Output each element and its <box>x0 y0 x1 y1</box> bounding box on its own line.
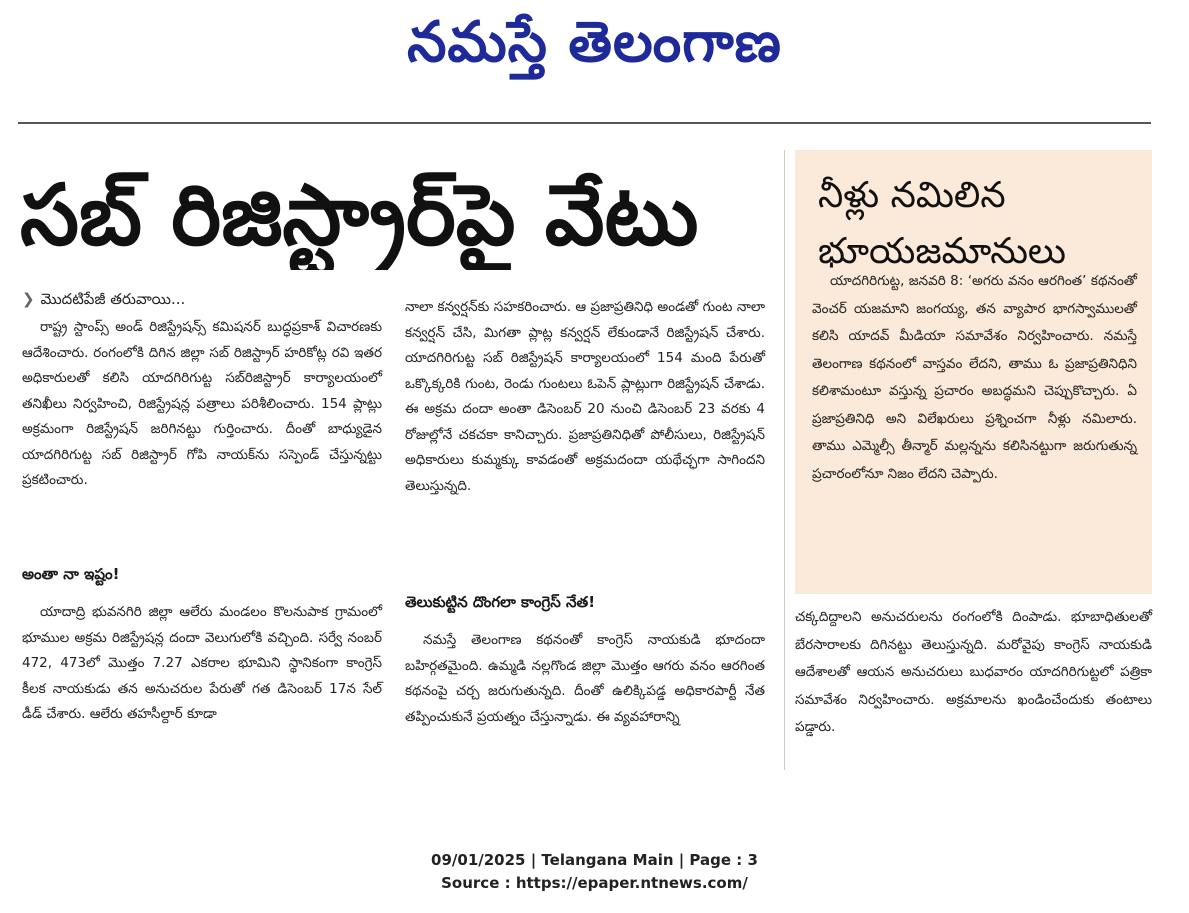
paragraph: యాదాద్రి భువనగిరి జిల్లా ఆలేరు మండలం కొలనుపాక గ్రామంలో భూముల అక్రమ రిజిస్ట్రేషన్ల దందా వెలుగులోకి వచ్చింది. సర్వే నంబర్ 472, 473లో మొత్తం 7.27 ఎకరాల భూమిని స్థానికంగా కాంగ్రెస్ కీలక నాయకుడు తన అనుచరుల పేరుతో గత డిసెంబర్ 17న సేల్ డీడ్ చేశారు. ఆలేరు తహసీల్దార్ కూడా <box>22 604 382 722</box>
paragraph: రాష్ట్ర స్టాంప్స్ అండ్ రిజిస్ట్రేషన్స్ కమిషనర్ బుద్ధప్రకాశ్ విచారణకు ఆదేశించారు. రంగంలోకి దిగిన జిల్లా సబ్ రిజిస్ట్రార్ హరికోట్ల రవి ఇతర అధికారులతో కలిసి యాదగిరిగుట్ట సబ్‌రిజిస్ట్రార్ కార్యాలయంలో తనిఖీలు నిర్వహించి, రిజిస్ట్రేషన్ల పత్రాలు పరిశీలించారు. 154 ప్లాట్లు అక్రమంగా రిజిస్ట్రేషన్ జరిగినట్టు గుర్తించారు. దీంతో బాధ్యుడైన యాదగిరిగుట్ట సబ్ రిజిస్ట్రార్ గోపి నాయక్‌ను సస్పెండ్ చేస్తున్నట్టు ప్రకటించారు. <box>22 319 382 488</box>
column-1-continued <box>22 600 382 736</box>
footer-source-line: Source : https://epaper.ntnews.com/ <box>441 874 748 892</box>
masthead-logo: నమస్తే తెలంగాణ <box>407 10 782 75</box>
continued-kicker <box>22 290 185 312</box>
masthead-rule <box>18 122 1151 124</box>
column-1 <box>22 315 382 502</box>
paragraph: నాలా కన్వర్షన్‌కు సహకరించారు. ఆ ప్రజాప్రతినిధి అండతో గుంట నాలా కన్వర్షన్ చేసి, మిగతా ప్లాట్ల కన్వర్షన్ లేకుండానే రిజిస్ట్రేషన్ చేశారు. యాదగిరిగుట్ట సబ్ రిజిస్ట్రేషన్ కార్యాలయంలో 154 మంది పేరుతో ఒక్కొక్కరికి గుంట, రెండు గుంటలు ఓపెన్ ప్లాట్లుగా రిజిస్ట్రేషన్ చేశాడు. ఈ అక్రమ దందా అంతా డిసెంబర్ 20 నుంచి డిసెంబర్ 23 వరకు 4 రోజుల్లోనే చకచకా కానిచ్చారు. ప్రజాప్రతినిధితో పోలీసులు, రిజిస్ట్రేషన్ అధికారులు కుమ్మక్కు కావడంతో అక్రమదందా యథేచ్ఛగా సాగిందని తెలుస్తున్నది. <box>405 299 765 494</box>
headline: సబ్ రిజిస్ట్రార్‌పై వేటు <box>20 166 699 264</box>
subheading-1: అంతా నా ఇష్టం! <box>22 565 120 583</box>
chevron-right-icon: ❯ <box>22 290 35 308</box>
paragraph: యాదగిరిగుట్ట, జనవరి 8: ‘అగరు వనం ఆరగింత’ కథనంతో వెంచర్ యజమాని జంగయ్య, తన వ్యాపార భాగస్వాములతో కలిసి యాదవ్ మీడియా సమావేశం నిర్వహించారు. నమస్తే తెలంగాణ కథనంలో వాస్తవం లేదని, తాము ఓ ప్రజాప్రతినిధిని కలిశామంటూ వస్తున్న ప్రచారం అబద్ధమని చెప్పుకొచ్చారు. ఏ ప్రజాప్రతినిధి అని విలేఖరులు ప్రశ్నించగా నీళ్లు నమిలారు. తాము ఎమ్మెల్సీ తీన్మార్ మల్లన్నను కలిసినట్టుగా జరుగుతున్న ప్రచారంలోనూ నిజం లేదని చెప్పారు. <box>812 273 1137 482</box>
column-2 <box>405 295 765 507</box>
column-2-continued <box>405 628 765 738</box>
column-3 <box>795 604 1152 750</box>
column-divider <box>784 150 785 770</box>
kicker-text: మొదటిపేజీ తరువాయి... <box>40 290 186 308</box>
sidebar-body <box>812 268 1137 496</box>
footer-date-line: 09/01/2025 | Telangana Main | Page : 3 <box>431 851 758 869</box>
paragraph: చక్కదిద్దాలని అనుచరులను రంగంలోకి దింపాడు. భూబాధితులతో బేరసారాలకు దిగినట్టు తెలుస్తున్నది. మరోవైపు కాంగ్రెస్ నాయకుడి ఆదేశాలతో ఆయన అనుచరులు బుధవారం యాదగిరిగుట్టలో పత్రికా సమావేశం నిర్వహించారు. అక్రమాలను ఖండించేందుకు తంటాలు పడ్డారు. <box>795 609 1152 735</box>
sidebar-heading: నీళ్లు నమిలిన భూయజమానులు <box>818 175 1066 272</box>
paragraph: నమస్తే తెలంగాణ కథనంతో కాంగ్రెస్ నాయకుడి భూదందా బహిర్గతమైంది. ఉమ్మడి నల్లగొండ జిల్లా మొత్తం ఆగరు వనం ఆరగింత కథనంపై చర్చ జరుగుతున్నది. దీంతో ఉలిక్కిపడ్డ అధికారపార్టీ నేత తప్పించుకునే ప్రయత్నం చేస్తున్నాడు. ఈ వ్యవహారాన్ని <box>405 632 765 725</box>
subheading-2: తెలుకుట్టిన దొంగలా కాంగ్రెస్ నేత! <box>405 593 596 611</box>
